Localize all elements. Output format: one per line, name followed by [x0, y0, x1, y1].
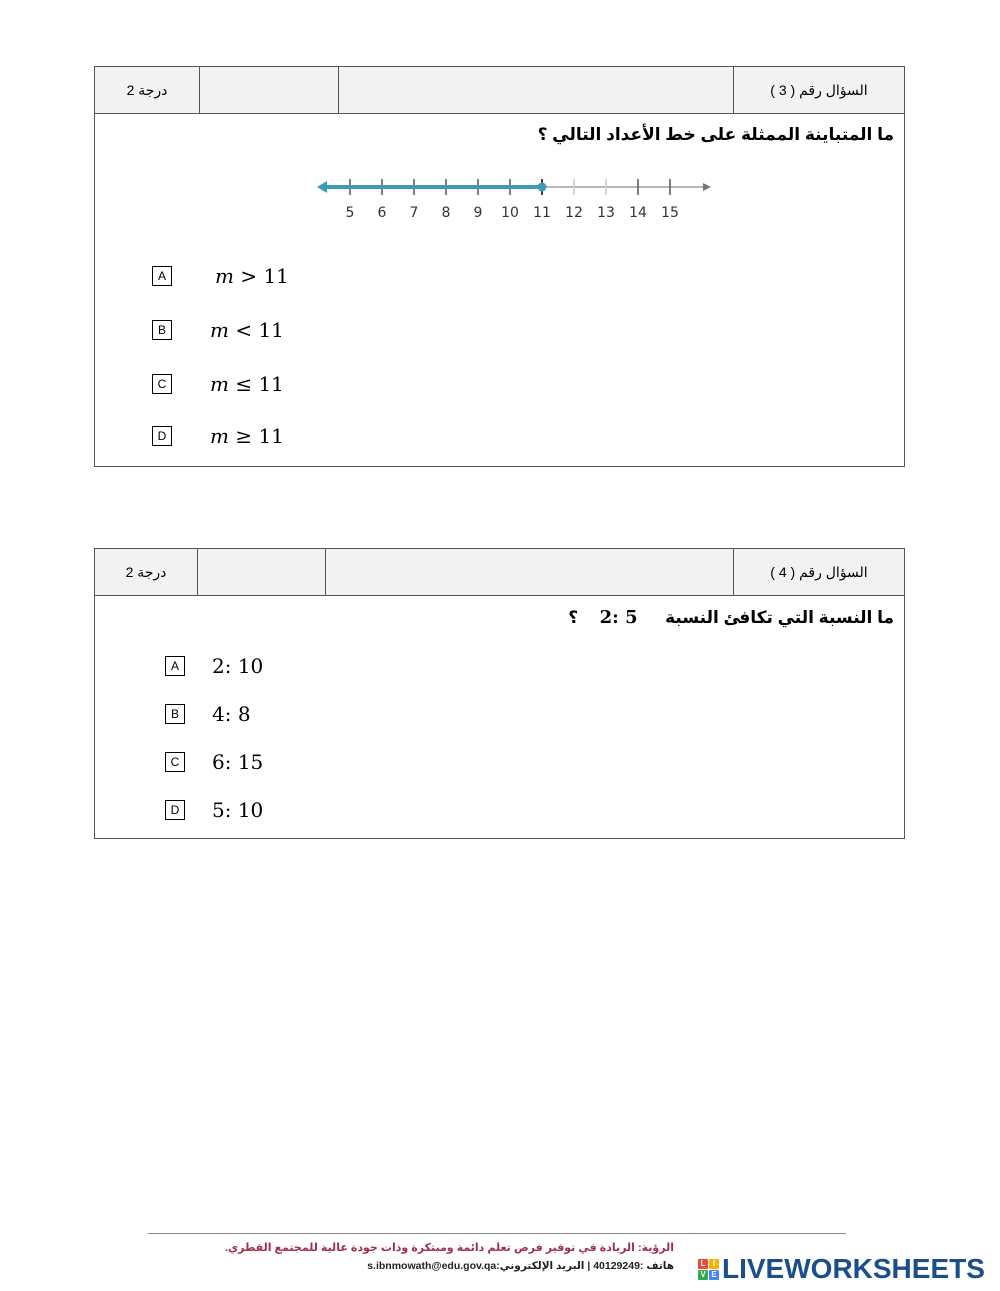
- question-3-header: [95, 67, 904, 114]
- question-4-text: [568, 607, 894, 628]
- number-line-label-14: 14: [629, 205, 647, 221]
- footer-contact: هاتف :40129249 | البريد الإلكتروني:s.ibnmowath@edu.gov.qa: [367, 1260, 674, 1272]
- option-letter-box[interactable]: D: [152, 426, 172, 446]
- number-line-label-7: 7: [409, 205, 419, 221]
- option-relation: ≥ 11: [228, 424, 284, 448]
- logo-letter-e: E: [709, 1270, 719, 1280]
- option-letter-box[interactable]: B: [152, 320, 172, 340]
- logo-text: LIVEWORKSHEETS: [722, 1253, 985, 1284]
- number-line-label-9: 9: [473, 205, 483, 221]
- question-4-header-blank-1: [197, 549, 325, 595]
- question-4-box: [94, 548, 905, 839]
- logo-letter-l: L: [698, 1259, 708, 1269]
- number-line-right-arrow: [703, 183, 711, 191]
- number-line-label-5: 5: [345, 205, 355, 221]
- question-3-box: [94, 66, 905, 467]
- option-letter-box[interactable]: D: [165, 800, 185, 820]
- q4-option-b[interactable]: [165, 702, 251, 726]
- q3-option-d[interactable]: [152, 424, 284, 448]
- number-line-label-6: 6: [377, 205, 387, 221]
- q4-option-d[interactable]: [165, 798, 263, 822]
- question-4-prompt: ما النسبة التي تكافئ النسبة: [665, 608, 894, 627]
- q3-option-c[interactable]: [152, 372, 284, 396]
- option-text: 6: 15: [212, 750, 264, 774]
- option-text: 2: 10: [212, 654, 264, 678]
- number-line-label-10: 10: [501, 205, 519, 221]
- option-variable: m: [215, 264, 234, 288]
- number-line-endpoint: [538, 183, 546, 191]
- q3-option-b[interactable]: [152, 318, 284, 342]
- question-3-points: 2 درجة: [126, 81, 168, 98]
- question-3-text: ما المتباينة الممثلة على خط الأعداد التالي ؟: [537, 125, 894, 144]
- number-line-label-15: 15: [661, 205, 679, 221]
- number-line-label-11: 11: [533, 205, 551, 221]
- option-letter-box[interactable]: A: [152, 266, 172, 286]
- option-variable: m: [210, 424, 229, 448]
- number-line-label-12: 12: [565, 205, 583, 221]
- option-text: [210, 424, 284, 448]
- question-3-header-blank-1: [199, 67, 338, 113]
- option-variable: m: [210, 318, 229, 342]
- logo-icon: [698, 1259, 719, 1280]
- footer-vision: الرؤية: الريادة في توفير فرص تعلم دائمة ومبتكرة وذات جودة عالية للمجتمع القطري.: [224, 1242, 674, 1254]
- option-text: [215, 264, 289, 288]
- option-relation: ≤ 11: [228, 372, 284, 396]
- option-relation: < 11: [228, 318, 284, 342]
- option-variable: m: [210, 372, 229, 396]
- liveworksheets-logo[interactable]: [698, 1253, 985, 1285]
- question-4-ratio: 2: 5: [599, 607, 638, 628]
- question-4-header: [95, 549, 904, 596]
- option-text: 5: 10: [212, 798, 264, 822]
- option-text: [210, 372, 284, 396]
- question-3-header-blank-2: [338, 67, 733, 113]
- footer-divider: [148, 1233, 846, 1234]
- question-4-number: السؤال رقم ( 4 ): [733, 549, 904, 595]
- option-text: 4: 8: [212, 702, 251, 726]
- logo-letter-v: V: [698, 1270, 708, 1280]
- q4-option-a[interactable]: [165, 654, 263, 678]
- number-line: [313, 171, 713, 227]
- option-letter-box[interactable]: C: [165, 752, 185, 772]
- question-3-number: السؤال رقم ( 3 ): [733, 67, 904, 113]
- number-line-label-8: 8: [441, 205, 451, 221]
- number-line-label-13: 13: [597, 205, 615, 221]
- option-letter-box[interactable]: C: [152, 374, 172, 394]
- option-relation: > 11: [233, 264, 289, 288]
- question-4-header-blank-2: [325, 549, 733, 595]
- option-letter-box[interactable]: A: [165, 656, 185, 676]
- option-letter-box[interactable]: B: [165, 704, 185, 724]
- number-line-left-arrow: [317, 181, 327, 193]
- q3-option-a[interactable]: [152, 264, 289, 288]
- option-text: [210, 318, 284, 342]
- logo-letter-i: I: [709, 1259, 719, 1269]
- q4-option-c[interactable]: [165, 750, 263, 774]
- question-4-question-mark: ؟: [568, 608, 579, 627]
- question-4-points: 2 درجة: [125, 563, 167, 580]
